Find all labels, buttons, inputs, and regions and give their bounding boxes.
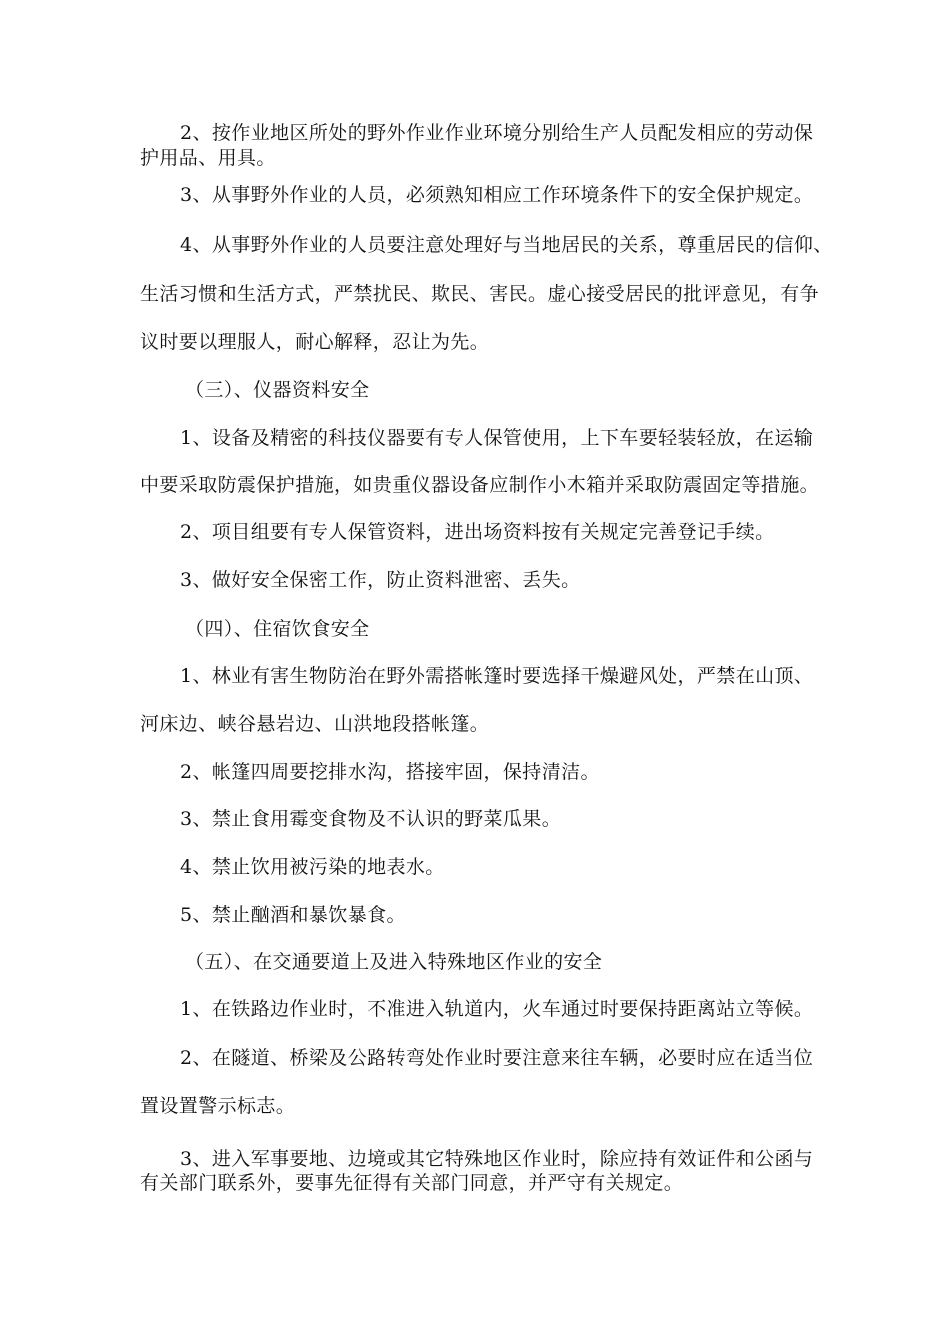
paragraph-line: 1、林业有害生物防治在野外需搭帐篷时要选择干燥避风处，严禁在山顶、 — [180, 665, 814, 687]
paragraph-line: 3、禁止食用霉变食物及不认识的野菜瓜果。 — [180, 808, 562, 830]
paragraph-line: 2、项目组要有专人保管资料，进出场资料按有关规定完善登记手续。 — [180, 521, 775, 543]
section-heading: （五）、在交通要道上及进入特殊地区作业的安全 — [185, 951, 603, 973]
section-heading: （四）、住宿饮食安全 — [185, 618, 370, 640]
paragraph-line: 4、禁止饮用被污染的地表水。 — [180, 856, 445, 878]
paragraph-line: 议时要以理服人，耐心解释，忍让为先。 — [140, 331, 490, 353]
paragraph-line: 生活习惯和生活方式，严禁扰民、欺民、害民。虚心接受居民的批评意见，有争 — [140, 283, 820, 305]
paragraph-line: 3、做好安全保密工作，防止资料泄密、丢失。 — [180, 569, 581, 591]
paragraph-line: 2、在隧道、桥梁及公路转弯处作业时要注意来往车辆，必要时应在适当位 — [180, 1047, 814, 1069]
paragraph-line: 河床边、峡谷悬岩边、山洪地段搭帐篷。 — [140, 713, 490, 735]
paragraph-line: 3、从事野外作业的人员，必须熟知相应工作环境条件下的安全保护规定。 — [180, 184, 814, 206]
paragraph-line: 4、从事野外作业的人员要注意处理好与当地居民的关系，尊重居民的信仰、 — [180, 234, 833, 256]
paragraph-line: 置设置警示标志。 — [140, 1095, 296, 1117]
section-heading: （三）、仪器资料安全 — [185, 379, 370, 401]
paragraph-line: 护用品、用具。 — [140, 147, 276, 169]
paragraph-line: 1、在铁路边作业时，不准进入轨道内，火车通过时要保持距离站立等候。 — [180, 998, 814, 1020]
paragraph-line: 5、禁止酗酒和暴饮暴食。 — [180, 904, 406, 926]
paragraph-line: 中要采取防震保护措施，如贵重仪器设备应制作小木箱并采取防震固定等措施。 — [140, 474, 820, 496]
paragraph-line: 2、帐篷四周要挖排水沟，搭接牢固，保持清洁。 — [180, 761, 600, 783]
paragraph-line: 1、设备及精密的科技仪器要有专人保管使用，上下车要轻装轻放，在运输 — [180, 427, 814, 449]
paragraph-line: 3、进入军事要地、边境或其它特殊地区作业时，除应持有效证件和公函与 — [180, 1148, 814, 1170]
paragraph-line: 2、按作业地区所处的野外作业作业环境分别给生产人员配发相应的劳动保 — [180, 122, 814, 144]
paragraph-line: 有关部门联系外，要事先征得有关部门同意，并严守有关规定。 — [140, 1172, 684, 1194]
